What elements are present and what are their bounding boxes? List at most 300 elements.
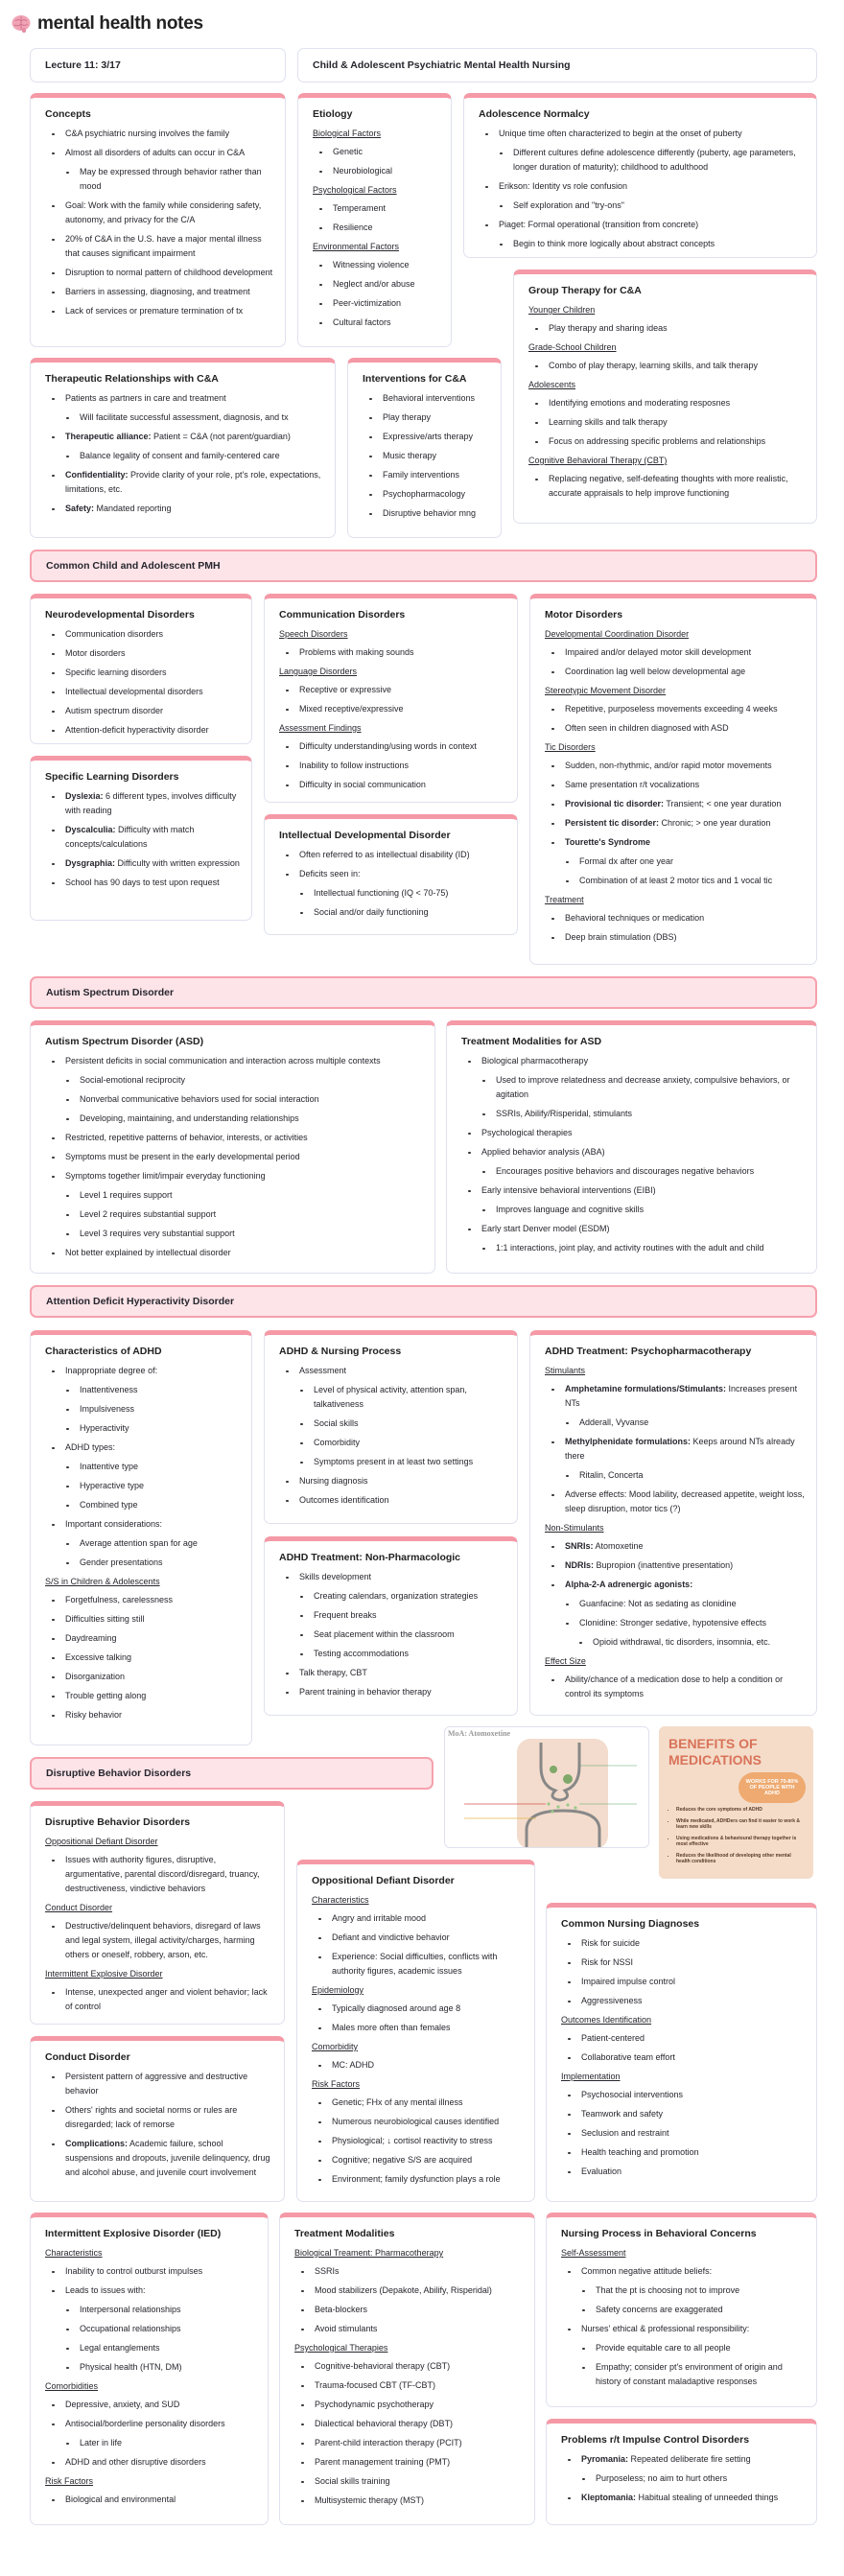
item-text: Others' rights and societal norms or rules are disregarded; lack of remorse <box>65 2105 238 2129</box>
list-item <box>545 645 805 660</box>
card-title: Oppositional Defiant Disorder <box>312 1875 455 1886</box>
list-item <box>294 2398 523 2412</box>
list-item <box>294 2455 523 2470</box>
list-item <box>45 1460 240 1474</box>
list-item <box>279 1474 505 1488</box>
item-text: Atomoxetine <box>593 1541 644 1551</box>
item-text: Deep brain stimulation (DBS) <box>565 932 677 942</box>
list-item <box>312 2021 523 2035</box>
item-text: Social and/or daily functioning <box>314 907 429 917</box>
list-item <box>561 2107 805 2121</box>
page-title-text: mental health notes <box>37 13 203 34</box>
term-label: Therapeutic alliance: <box>65 432 152 441</box>
subheading: Psychological Factors <box>313 185 397 195</box>
item-text: Applied behavior analysis (ABA) <box>481 1147 605 1157</box>
list-item <box>545 665 805 679</box>
list-item <box>545 1487 805 1516</box>
list-item <box>312 2096 523 2110</box>
item-text: Outcomes identification <box>299 1495 389 1505</box>
list-item <box>312 1911 523 1926</box>
item-text: Testing accommodations <box>314 1649 410 1658</box>
item-text: Encourages positive behaviors and discourages negative behaviors <box>496 1166 755 1176</box>
list-item <box>45 266 273 280</box>
subheading: Assessment Findings <box>279 723 362 733</box>
list-item <box>561 2471 805 2486</box>
card-title: Intermittent Explosive Disorder (IED) <box>45 2228 222 2239</box>
list-item <box>294 2264 523 2279</box>
list-item <box>545 797 805 811</box>
item-text: Biological and environmental <box>65 2494 176 2504</box>
item-text: Assessment <box>299 1366 347 1375</box>
item-text: Occupational relationships <box>80 2324 181 2333</box>
subheading: Biological Factors <box>313 129 382 138</box>
item-text: Neglect and/or abuse <box>333 279 415 289</box>
list-item <box>545 759 805 773</box>
item-text: Combination of at least 2 motor tics and 1 vocal tic <box>579 876 773 885</box>
item-text: Replacing negative, self-defeating thoughts with more realistic, accurate appraisals to help improve functioning <box>549 474 788 498</box>
list-item <box>461 1126 805 1140</box>
list-item <box>294 2322 523 2336</box>
item-text: Expressive/arts therapy <box>383 432 474 441</box>
list-item <box>528 359 805 373</box>
card-title: Adolescence Normalcy <box>479 108 590 120</box>
subheading: Implementation <box>561 2072 621 2081</box>
list-item <box>545 721 805 736</box>
item-text: Adverse effects: Mood lability, decreased appetite, weight loss, sleep disruption, motor tics (?) <box>565 1489 805 1513</box>
item-text: Depressive, anxiety, and SUD <box>65 2400 180 2409</box>
list-item <box>312 2134 523 2148</box>
item-text: Trauma-focused CBT (TF-CBT) <box>315 2380 436 2390</box>
subheading: Stimulants <box>545 1366 586 1375</box>
lecture-header: Lecture 11: 3/17 <box>30 48 286 82</box>
list-item <box>45 1985 272 2014</box>
subheading: Self-Assessment <box>561 2248 626 2258</box>
item-text: Biological pharmacotherapy <box>481 1056 589 1066</box>
list-item <box>45 502 323 516</box>
list-item <box>45 1054 423 1068</box>
item-text: Self exploration and "try-ons" <box>513 200 624 210</box>
card-title: Neurodevelopmental Disorders <box>45 609 195 621</box>
list-item <box>545 1597 805 1611</box>
item-text: Intellectual developmental disorders <box>65 687 203 696</box>
item-text: Avoid stimulants <box>315 2324 378 2333</box>
item-text: Level 2 requires substantial support <box>80 1209 217 1219</box>
list-item <box>45 1150 423 1164</box>
item-text: Specific learning disorders <box>65 667 167 677</box>
item-text: Issues with authority figures, disruptive, argumentative, parental discord/disregard, truancy, destructiveness, vindictive behaviors <box>65 1855 260 1893</box>
item-text: Nonverbal communicative behaviors used for social interaction <box>80 1094 319 1104</box>
course-header: Child & Adolescent Psychiatric Mental Health Nursing <box>297 48 817 82</box>
list-item <box>45 1421 240 1436</box>
subheading: Developmental Coordination Disorder <box>545 629 690 639</box>
item-text: Physical health (HTN, DM) <box>80 2362 182 2372</box>
item-text: Patient-centered <box>581 2033 645 2043</box>
item-text: Inability to control outburst impulses <box>65 2266 203 2276</box>
item-text: Psychopharmacology <box>383 489 466 499</box>
list-item <box>45 449 323 463</box>
item-text: Begin to think more logically about abstract concepts <box>513 239 715 248</box>
list-item <box>45 1612 240 1627</box>
list-item <box>545 1468 805 1483</box>
item-text: Difficulties sitting still <box>65 1614 145 1624</box>
item-text: Intense, unexpected anger and violent behavior; lack of control <box>65 1987 268 2011</box>
list-item <box>479 146 805 175</box>
list-item <box>312 2153 523 2167</box>
item-text: Communication disorders <box>65 629 164 639</box>
card-asdtx <box>446 1020 817 1274</box>
list-item <box>279 778 505 792</box>
subheading: Cognitive Behavioral Therapy (CBT) <box>528 456 668 465</box>
list-item <box>561 2145 805 2160</box>
list-item <box>545 1416 805 1430</box>
item-text: Psychosocial interventions <box>581 2090 684 2099</box>
item-text: Persistent deficits in social communication and interaction across multiple contexts <box>65 1056 381 1066</box>
list-item <box>313 316 439 330</box>
subheading: Oppositional Defiant Disorder <box>45 1837 158 1846</box>
item-text: Behavioral interventions <box>383 393 476 403</box>
item-text: Opioid withdrawal, tic disorders, insomnia, etc. <box>593 1637 771 1647</box>
item-text: Impaired and/or delayed motor skill development <box>565 647 752 657</box>
item-text: Temperament <box>333 203 387 213</box>
item-text: Peer-victimization <box>333 298 402 308</box>
list-item <box>313 258 439 272</box>
card-title: Disruptive Behavior Disorders <box>45 1816 191 1828</box>
list-item <box>45 2455 256 2470</box>
item-text: Used to improve relatedness and decrease anxiety, compulsive behaviors, or agitation <box>496 1075 790 1099</box>
list-item <box>45 1631 240 1646</box>
term-label: Dysgraphia: <box>65 858 116 868</box>
item-text: Inappropriate degree of: <box>65 1366 158 1375</box>
card-title: ADHD Treatment: Psychopharmacotherapy <box>545 1346 752 1357</box>
item-text: Persistent pattern of aggressive and destructive behavior <box>65 2072 248 2096</box>
item-text: Ritalin, Concerta <box>579 1470 644 1480</box>
list-item <box>312 1931 523 1945</box>
item-text: Dialectical behavioral therapy (DBT) <box>315 2419 454 2428</box>
card-title: Concepts <box>45 108 91 120</box>
subheading: Environmental Factors <box>313 242 400 251</box>
list-item <box>561 1955 805 1970</box>
list-item <box>479 218 805 232</box>
card-title: Autism Spectrum Disorder (ASD) <box>45 1036 204 1047</box>
list-item <box>545 1673 805 1701</box>
card-title: Characteristics of ADHD <box>45 1346 162 1357</box>
card-adolescence <box>463 93 817 258</box>
synapse-diagram <box>445 1727 649 1848</box>
list-item <box>461 1107 805 1121</box>
term-label: Safety: <box>65 503 95 513</box>
list-item <box>294 2494 523 2508</box>
list-item <box>45 304 273 318</box>
item-text: Level 3 requires very substantial support <box>80 1229 235 1238</box>
item-text: Genetic; FHx of any mental illness <box>332 2097 463 2107</box>
list-item <box>312 2002 523 2016</box>
item-text: Comorbidity <box>314 1438 361 1447</box>
list-item <box>545 778 805 792</box>
item-text: Daydreaming <box>65 1633 117 1643</box>
list-item <box>363 487 489 502</box>
list-item <box>45 1131 423 1145</box>
item-text: Nurses' ethical & professional responsibility: <box>581 2324 750 2333</box>
list-item <box>279 1647 505 1661</box>
item-text: Antisocial/borderline personality disorders <box>65 2419 225 2428</box>
card-neuro <box>30 594 252 744</box>
item-text: Parent-child interaction therapy (PCIT) <box>315 2438 462 2447</box>
list-item <box>528 321 805 336</box>
item-text: Repeated deliberate fire setting <box>628 2454 751 2464</box>
list-item <box>45 1498 240 1512</box>
subheading: Stereotypic Movement Disorder <box>545 686 667 695</box>
list-item <box>45 1246 423 1260</box>
item-text: Will facilitate successful assessment, diagnosis, and tx <box>80 412 289 422</box>
item-text: Common negative attitude beliefs: <box>581 2266 713 2276</box>
moa-caption: MoA: Atomoxetine <box>448 1729 511 1738</box>
list-item <box>45 1593 240 1607</box>
item-text: Seclusion and restraint <box>581 2128 669 2138</box>
list-item <box>45 2341 256 2355</box>
list-item <box>279 886 505 901</box>
item-text: Chronic; > one year duration <box>659 818 771 828</box>
item-text: Family interventions <box>383 470 460 480</box>
card-asd <box>30 1020 435 1274</box>
item-text: Erikson: Identity vs role confusion <box>499 181 628 191</box>
benefits-badge: WORKS FOR 70-80% OF PEOPLE WITH ADHD <box>738 1772 806 1803</box>
list-item <box>561 2126 805 2141</box>
item-text: SSRIs, Abilify/Risperidal, stimulants <box>496 1109 633 1118</box>
card-title: Etiology <box>313 108 353 120</box>
item-text: Same presentation r/t vocalizations <box>565 780 700 789</box>
list-item <box>528 472 805 501</box>
list-item <box>45 1919 272 1962</box>
list-item <box>545 911 805 925</box>
item-text: Numerous neurobiological causes identified <box>332 2117 500 2126</box>
list-item <box>561 1975 805 1989</box>
item-text: Hyperactivity <box>80 1423 129 1433</box>
item-text: Legal entanglements <box>80 2343 160 2353</box>
item-text: Difficulty in social communication <box>299 780 426 789</box>
list-item <box>279 1685 505 1699</box>
list-item <box>294 2474 523 2489</box>
item-text: Patient = C&A (not parent/guardian) <box>151 432 291 441</box>
list-item <box>461 1183 805 1198</box>
card-odd <box>296 1860 535 2202</box>
list-item <box>45 1073 423 1088</box>
list-item <box>45 1383 240 1397</box>
list-item <box>45 146 273 160</box>
benefits-of-medications-image <box>659 1726 813 1879</box>
list-item <box>45 2398 256 2412</box>
item-text: Disorganization <box>65 1672 126 1681</box>
card-dbd <box>30 1801 285 2025</box>
list-item <box>313 296 439 311</box>
benefits-title: BENEFITS OF MEDICATIONS <box>668 1736 762 1768</box>
item-text: Neurobiological <box>333 166 393 176</box>
list-item <box>279 683 505 697</box>
list-item <box>312 2115 523 2129</box>
list-item <box>561 2452 805 2467</box>
item-text: Cognitive; negative S/S are acquired <box>332 2155 473 2165</box>
subheading: Speech Disorders <box>279 629 348 639</box>
list-item <box>45 1536 240 1551</box>
item-text: Habitual stealing of unneeded things <box>636 2493 779 2502</box>
list-item <box>279 1608 505 1623</box>
list-item <box>45 2436 256 2450</box>
list-item <box>45 627 240 642</box>
item-text: Skills development <box>299 1572 372 1581</box>
item-text: Difficulty with written expression <box>115 858 240 868</box>
card-tx <box>279 2213 535 2525</box>
item-text: Barriers in assessing, diagnosing, and treatment <box>65 287 250 296</box>
item-text: Psychological therapies <box>481 1128 573 1137</box>
item-text: Hyperactive type <box>80 1481 145 1490</box>
term-label: Persistent tic disorder: <box>565 818 660 828</box>
item-text: That the pt is choosing not to improve <box>596 2285 740 2295</box>
card-adhdchar <box>30 1330 252 1745</box>
term-label: Pyromania: <box>581 2454 629 2464</box>
item-text: Evaluation <box>581 2166 622 2176</box>
list-item <box>45 1670 240 1684</box>
item-text: Social skills <box>314 1418 359 1428</box>
card-title: ADHD & Nursing Process <box>279 1346 402 1357</box>
subheading: Biological Treament: Pharmacotherapy <box>294 2248 444 2258</box>
item-text: Restricted, repetitive patterns of behavior, interests, or activities <box>65 1133 308 1142</box>
list-item <box>545 1578 805 1592</box>
item-text: Beta-blockers <box>315 2305 368 2314</box>
item-text: Different cultures define adolescence differently (puberty, age parameters, longer duration of maturity); childhood to adulthood <box>513 148 796 172</box>
subheading: Effect Size <box>545 1656 586 1666</box>
list-item <box>545 816 805 831</box>
item-text: Social-emotional reciprocity <box>80 1075 186 1085</box>
list-item <box>313 277 439 292</box>
list-item <box>45 1092 423 1107</box>
list-item <box>561 2360 805 2389</box>
item-text: Focus on addressing specific problems and relationships <box>549 436 766 446</box>
list-item <box>479 179 805 194</box>
item-text: Forgetfulness, carelessness <box>65 1595 174 1604</box>
item-text: Seat placement within the classroom <box>314 1629 455 1639</box>
list-item <box>279 1589 505 1604</box>
card-adhdnursing <box>264 1330 518 1524</box>
list-item <box>294 2378 523 2393</box>
subheading: Comorbidities <box>45 2381 99 2391</box>
item-text: Resilience <box>333 222 373 232</box>
list-item <box>279 1383 505 1412</box>
item-text: 20% of C&A in the U.S. have a major mental illness that causes significant impairment <box>65 234 262 258</box>
term-label: Provisional tic disorder: <box>565 799 665 808</box>
term-label: Amphetamine formulations/Stimulants: <box>565 1384 727 1393</box>
list-item <box>561 2283 805 2298</box>
page-title <box>11 13 203 35</box>
list-item <box>45 704 240 718</box>
item-text: School has 90 days to test upon request <box>65 878 220 887</box>
card-interventions <box>347 358 502 538</box>
subheading: Language Disorders <box>279 667 358 676</box>
term-label: Dyscalculia: <box>65 825 116 834</box>
list-item <box>312 1950 523 1979</box>
item-text: Destructive/delinquent behaviors, disregard of laws and legal system, illegal activity/charges, harming others or oneself, robbery, arson, etc. <box>65 1921 261 1959</box>
item-text: Later in life <box>80 2438 123 2447</box>
list-item <box>461 1054 805 1068</box>
item-text: MC: ADHD <box>332 2060 375 2070</box>
list-item <box>279 905 505 920</box>
list-item <box>45 1440 240 1455</box>
item-text: Creating calendars, organization strategies <box>314 1591 479 1601</box>
card-group <box>513 269 817 524</box>
item-text: Health teaching and promotion <box>581 2147 699 2157</box>
list-item <box>45 1556 240 1570</box>
item-text: Nursing diagnosis <box>299 1476 368 1486</box>
list-item <box>545 1635 805 1650</box>
card-title: Specific Learning Disorders <box>45 771 179 783</box>
subheading: Characteristics <box>45 2248 103 2258</box>
item-text: Learning skills and talk therapy <box>549 417 668 427</box>
list-item <box>312 2172 523 2187</box>
list-item <box>561 2322 805 2336</box>
list-item <box>45 2322 256 2336</box>
item-text: Mixed receptive/expressive <box>299 704 404 714</box>
item-text: Multisystemic therapy (MST) <box>315 2495 425 2505</box>
subheading: Adolescents <box>528 380 576 389</box>
item-text: Safety concerns are exaggerated <box>596 2305 723 2314</box>
item-text: Inattentive type <box>80 1462 139 1471</box>
list-item <box>545 1539 805 1554</box>
term-label: Dyslexia: <box>65 791 104 801</box>
list-item <box>294 2417 523 2431</box>
item-text: Ability/chance of a medication dose to help a condition or control its symptoms <box>565 1674 784 1698</box>
list-item <box>479 127 805 141</box>
card-concepts <box>30 93 286 347</box>
subheading: Characteristics <box>312 1895 369 1905</box>
item-text: Leads to issues with: <box>65 2285 146 2295</box>
list-item <box>545 1616 805 1630</box>
item-text: Impulsiveness <box>80 1404 135 1414</box>
card-nursingdx <box>546 1903 817 2202</box>
item-text: Purposeless; no aim to hurt others <box>596 2473 728 2483</box>
item-text: Males more often than females <box>332 2023 451 2032</box>
list-item <box>313 145 439 159</box>
list-item <box>528 434 805 449</box>
item-text: Cognitive-behavioral therapy (CBT) <box>315 2361 451 2371</box>
card-title: Treatment Modalities <box>294 2228 395 2239</box>
item-text: Empathy; consider pt's environment of origin and history of constant maladaptive responses <box>596 2362 783 2386</box>
card-motor <box>529 594 817 965</box>
list-item <box>545 1382 805 1411</box>
list-item <box>45 723 240 738</box>
item-text: Symptoms present in at least two settings <box>314 1457 474 1466</box>
list-item <box>45 685 240 699</box>
list-item <box>45 1479 240 1493</box>
section-banner-adhd: Attention Deficit Hyperactivity Disorder <box>30 1285 817 1318</box>
item-text: Difficulty with match concepts/calculations <box>65 825 195 849</box>
card-title: Conduct Disorder <box>45 2051 130 2063</box>
item-text: Improves language and cognitive skills <box>496 1205 645 1214</box>
item-text: Deficits seen in: <box>299 869 361 878</box>
card-title: Therapeutic Relationships with C&A <box>45 373 219 385</box>
list-item <box>363 506 489 521</box>
list-item <box>279 867 505 881</box>
list-item <box>313 221 439 235</box>
list-item <box>45 1188 423 1203</box>
item-text: Symptoms together limit/impair everyday functioning <box>65 1171 266 1181</box>
card-title: Problems r/t Impulse Control Disorders <box>561 2434 750 2446</box>
item-text: Developing, maintaining, and understanding relationships <box>80 1113 299 1123</box>
list-item <box>45 1689 240 1703</box>
section-banner-dbd: Disruptive Behavior Disorders <box>30 1757 434 1790</box>
subheading: Outcomes Identification <box>561 2015 652 2025</box>
item-text: Excessive talking <box>65 1652 132 1662</box>
list-item <box>279 1417 505 1431</box>
item-text: ADHD types: <box>65 1442 116 1452</box>
list-item <box>561 2050 805 2065</box>
